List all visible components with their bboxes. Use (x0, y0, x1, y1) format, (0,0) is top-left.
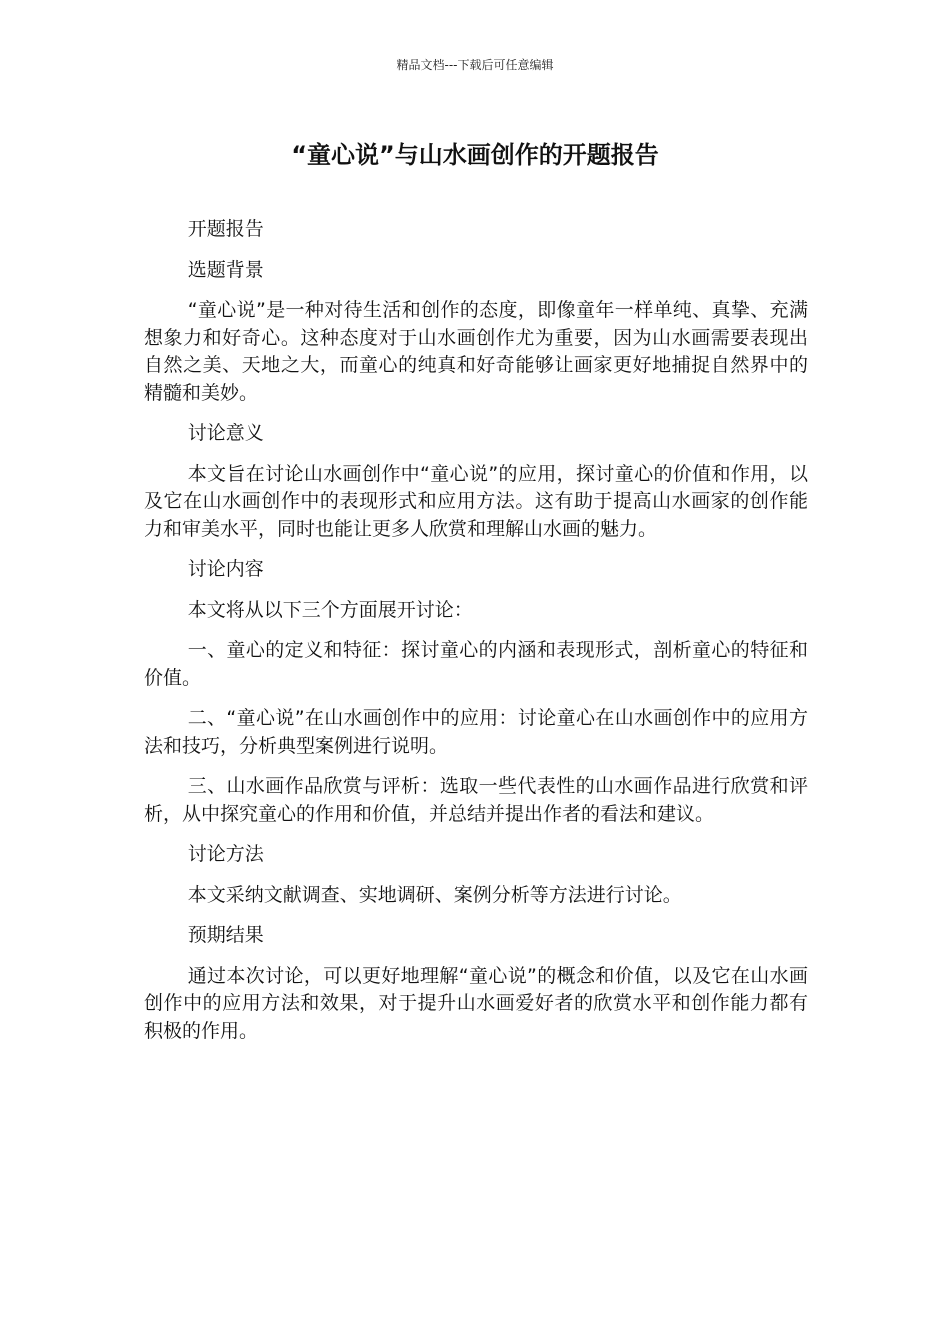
page-header: 精品文档---下载后可任意编辑 (396, 58, 554, 72)
paragraph-background: “童心说”是一种对待生活和创作的态度，即像童年一样单纯、真挚、充满想象力和好奇心。这种态度对于山水画创作尤为重要，因为山水画需要表现出自然之美、天地之大，而童心的纯真和好奇能够让画家更好地捕捉自然界中的精髓和美妙。 (144, 299, 808, 404)
section-heading-expected-results: 预期结果 (187, 924, 264, 946)
section-heading-significance: 讨论意义 (187, 422, 264, 444)
section-heading-report: 开题报告 (187, 218, 264, 240)
document-body (144, 216, 808, 1058)
paragraph-content-intro: 本文将从以下三个方面展开讨论： (187, 598, 473, 621)
section-heading-content: 讨论内容 (187, 558, 264, 580)
paragraph-expected-results: 通过本次讨论，可以更好地理解“童心说”的概念和价值，以及它在山水画创作中的应用方法和效果，对于提升山水画爱好者的欣赏水平和创作能力都有积极的作用。 (144, 964, 808, 1042)
paragraph-method: 本文采纳文献调查、实地调研、案例分析等方法进行讨论。 (187, 883, 682, 906)
paragraph-content-item-2: 二、“童心说”在山水画创作中的应用：讨论童心在山水画创作中的应用方法和技巧，分析典型案例进行说明。 (144, 707, 808, 757)
paragraph-significance: 本文旨在讨论山水画创作中“童心说”的应用，探讨童心的价值和作用，以及它在山水画创作中的表现形式和应用方法。这有助于提高山水画家的创作能力和审美水平，同时也能让更多人欣赏和理解山水画的魅力。 (144, 462, 808, 540)
section-heading-background: 选题背景 (187, 258, 264, 281)
document-title: “童心说”与山水画创作的开题报告 (291, 141, 659, 169)
section-heading-method: 讨论方法 (187, 843, 264, 865)
paragraph-content-item-1: 一、童心的定义和特征：探讨童心的内涵和表现形式，剖析童心的特征和价值。 (144, 639, 808, 689)
paragraph-content-item-3: 三、山水画作品欣赏与评析：选取一些代表性的山水画作品进行欣赏和评析，从中探究童心的作用和价值，并总结并提出作者的看法和建议。 (144, 775, 808, 825)
